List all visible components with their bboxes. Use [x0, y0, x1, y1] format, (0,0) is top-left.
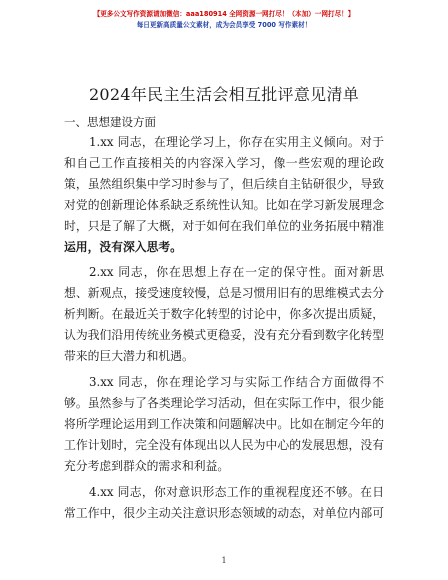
promo-banner-line-1: 【更多公文写作资源请加微信：aaa180914 全网资源一网打尽！（本加）一网打尽！】: [93, 10, 355, 18]
paragraph-1-line-5: 时，只是了解了大概，对于如何在我们单位的业务拓展中精准: [64, 219, 384, 233]
paragraph-1-line-6-bold: 运用，没有深入思考。: [64, 240, 182, 254]
section-heading: 一、思想建设方面: [64, 115, 156, 129]
paragraph-1-line-4: 对党的创新理论体系缺乏系统性认知。比如在学习新发展理念: [64, 198, 384, 212]
paragraph-3-line-1: 3.xx 同志，你在理论学习与实际工作结合方面做得不: [89, 375, 384, 389]
promo-banner-line-2: 每日更新高质量公文素材，成为会员享受 7000 写作素材！: [136, 21, 312, 29]
paragraph-2-line-2: 想、新观点，接受速度较慢，总是习惯用旧有的思维模式去分: [64, 286, 384, 300]
paragraph-3-line-3: 将所学理论运用到工作决策和问题解决中。比如在制定今年的: [64, 417, 384, 431]
paragraph-2-line-5: 带来的巨大潜力和机遇。: [64, 349, 194, 363]
paragraph-1-line-3: 策，虽然组织集中学习时参与了，但后续自主钻研很少，导致: [64, 177, 384, 191]
paragraph-3-line-2: 够。虽然参与了各类理论学习活动，但在实际工作中，很少能: [64, 396, 384, 410]
page-number: 1: [221, 556, 227, 565]
paragraph-2-line-3: 析判断。在最近关于数字化转型的讨论中，你多次提出质疑，: [64, 307, 384, 321]
paragraph-3-line-4: 工作计划时，完全没有体现出以人民为中心的发展思想，没有: [64, 438, 384, 452]
paragraph-3-line-5: 充分考虑到群众的需求和利益。: [64, 459, 230, 473]
paragraph-2-line-1: 2.xx 同志，你在思想上存在一定的保守性。面对新思: [89, 265, 384, 279]
paragraph-2-line-4: 认为我们沿用传统业务模式更稳妥，没有充分看到数字化转型: [64, 328, 384, 342]
paragraph-1-line-2: 和自己工作直接相关的内容深入学习，像一些宏观的理论政: [64, 156, 384, 170]
paragraph-4-line-2: 常工作中，很少主动关注意识形态领域的动态，对单位内部可: [64, 506, 384, 520]
paragraph-4-line-1: 4.xx 同志，你对意识形态工作的重视程度还不够。在日: [89, 485, 384, 499]
paragraph-1-line-1: 1.xx 同志，在理论学习上，你存在实用主义倾向。对于: [89, 135, 384, 149]
document-title: 2024年民主生活会相互批评意见清单: [88, 85, 360, 104]
